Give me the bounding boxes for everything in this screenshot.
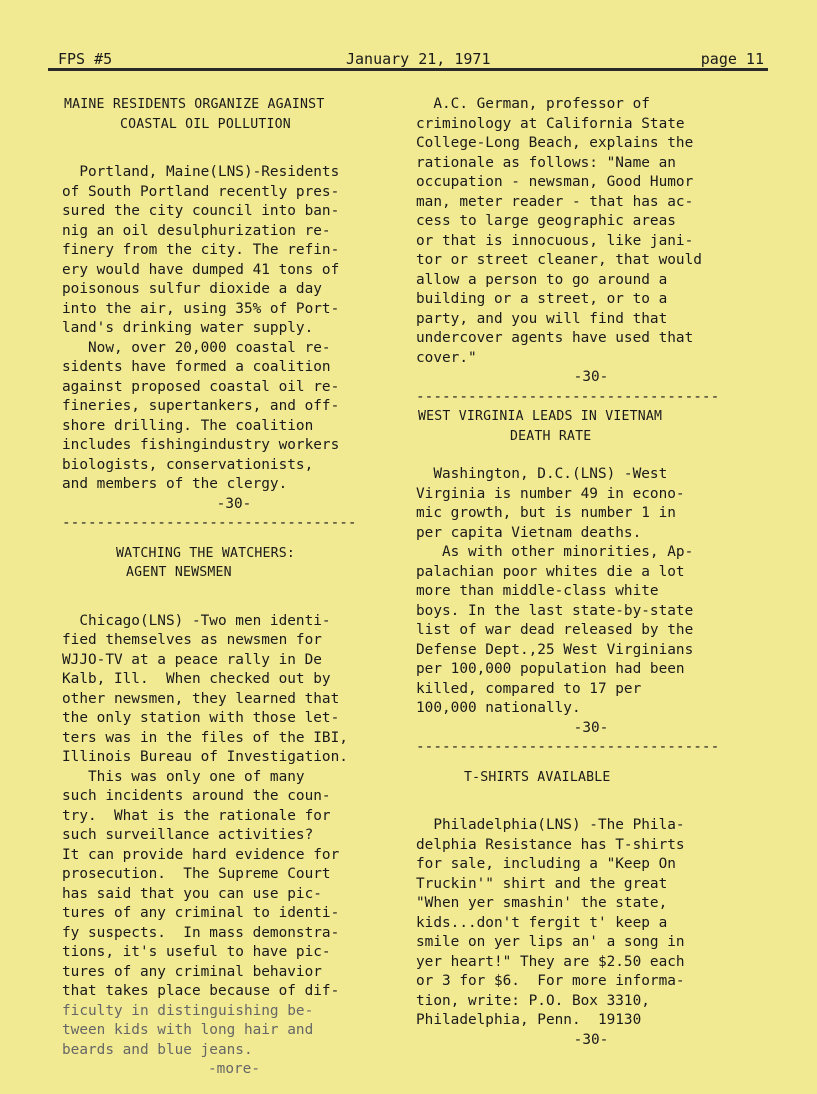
body-line: Virginia is number 49 in econo- [416,485,685,502]
body-line: Philadelphia, Penn. 19130 [416,1012,642,1028]
body-line: that takes place because of dif- [62,983,340,999]
end-mark: -30- [573,1031,609,1048]
article-maine [62,95,406,514]
article-headline: DEATH RATE [510,428,592,444]
body-line: fineries, supertankers, and off- [62,398,340,414]
body-line: list of war dead released by the [416,622,694,638]
body-line: land's drinking water supply. [62,320,314,336]
body-line: yer heart!" They are $2.50 each [416,953,685,970]
body-line: boys. In the last state-by-state [416,602,694,619]
body-line: occupation - newsman, Good Humor [416,174,694,190]
body-line: As with other minorities, Ap- [416,544,694,560]
right-column [416,95,766,1050]
article-headline: AGENT NEWSMEN [126,565,232,580]
body-line: against proposed coastal oil re- [62,378,340,395]
body-line: such incidents around the coun- [62,788,331,804]
body-line: College-Long Beach, explains the [416,135,694,151]
page-number: page 11 [700,50,764,68]
body-line: poisonous sulfur dioxide a day [62,281,322,297]
body-line: delphia Resistance has T-shirts [416,836,685,853]
body-line: Portland, Maine(LNS)-Residents [62,164,340,180]
body-line: includes fishingindustry workers [62,437,340,453]
body-line: smile on yer lips an' a song in [416,934,685,950]
body-line: has said that you can use pic- [62,885,322,902]
body-line: sured the city council into ban- [62,203,340,219]
article-watchers-continued [416,95,766,388]
body-line: more than middle-class white [416,583,659,599]
article-t-shirts [416,768,766,1051]
body-line: cover." [416,349,477,366]
body-line: finery from the city. The refin- [62,242,340,258]
body-line: mic growth, but is number 1 in [416,505,676,521]
body-line: Truckin'" shirt and the great [416,875,668,892]
body-line: prosecution. The Supreme Court [62,866,331,882]
body-line: ficulty in distinguishing be- [62,1002,314,1019]
body-line: Chicago(LNS) -Two men identi- [62,612,331,629]
body-line: man, meter reader - that has ac- [416,193,694,210]
end-mark: -30- [573,369,609,385]
body-line: for sale, including a "Keep On [416,856,676,872]
body-line: tures of any criminal behavior [62,963,322,980]
body-line: kids...don't fergit t' keep a [416,914,668,931]
more-mark: -more- [208,1061,260,1077]
end-mark: -30- [573,719,609,736]
body-line: per capita Vietnam deaths. [416,524,642,541]
article-headline: WATCHING THE WATCHERS: [116,545,296,561]
body-line: palachian poor whites die a lot [416,563,685,580]
end-mark: -30- [216,495,252,512]
body-line: tures of any criminal to identi- [62,905,340,921]
article-headline: T-SHIRTS AVAILABLE [464,769,611,785]
body-line: or that is innocuous, like jani- [416,232,694,249]
left-column [62,95,406,1080]
separator-line: ----------------------------------- [416,388,720,405]
body-line: ery would have dumped 41 tons of [62,261,340,278]
body-line: Philadelphia(LNS) -The Phila- [416,817,685,833]
body-line: Defense Dept.,25 West Virginians [416,641,694,658]
body-line: tween kids with long hair and [62,1022,314,1038]
body-line: Illinois Bureau of Investigation. [62,749,348,765]
article-headline: MAINE RESIDENTS ORGANIZE AGAINST [64,97,325,112]
body-line: per 100,000 population had been [416,661,685,677]
publication-id: FPS #5 [58,50,113,68]
body-line: A.C. German, professor of [416,96,650,112]
body-line: or 3 for $6. For more informa- [416,973,685,989]
body-line: of South Portland recently pres- [62,183,340,200]
body-line: try. What is the rationale for [62,807,331,824]
body-line: rationale as follows: "Name an [416,154,676,171]
body-line: tion, write: P.O. Box 3310, [416,992,650,1009]
body-line: Washington, D.C.(LNS) -West [416,466,668,482]
issue-date: January 21, 1971 [346,50,491,68]
body-line: Now, over 20,000 coastal re- [62,339,331,356]
body-line: cess to large geographic areas [416,213,676,229]
body-line: such surveillance activities? [62,827,314,843]
body-line: and members of the clergy. [62,476,288,492]
body-line: fied themselves as newsmen for [62,632,322,648]
body-line: tor or street cleaner, that would [416,252,702,268]
body-line: "When yer smashin' the state, [416,895,668,911]
body-line: tions, it's useful to have pic- [62,944,331,960]
article-watchers [62,544,406,1080]
body-line: undercover agents have used that [416,330,694,346]
body-line: WJJO-TV at a peace rally in De [62,651,322,668]
body-line: killed, compared to 17 per [416,680,642,697]
body-line: This was only one of many [62,768,305,785]
body-line: 100,000 nationally. [416,700,581,716]
body-line: beards and blue jeans. [62,1041,253,1058]
body-line: fy suspects. In mass demonstra- [62,924,340,941]
body-line: Kalb, Ill. When checked out by [62,671,331,687]
body-line: criminology at California State [416,115,685,132]
article-west-virginia [416,407,766,738]
body-line: nig an oil desulphurization re- [62,222,331,239]
body-line: allow a person to go around a [416,271,668,288]
body-line: building or a street, or to a [416,291,668,307]
header-rule [48,68,768,71]
body-line: party, and you will find that [416,310,668,327]
article-headline: WEST VIRGINIA LEADS IN VIETNAM [418,409,663,424]
body-line: It can provide hard evidence for [62,846,340,863]
separator-line: ----------------------------------- [416,739,720,755]
body-line: the only station with those let- [62,710,340,726]
body-line: other newsmen, they learned that [62,690,340,707]
body-line: into the air, using 35% of Port- [62,300,340,317]
body-line: biologists, conservationists, [62,456,314,473]
body-line: sidents have formed a coalition [62,359,331,375]
body-line: ters was in the files of the IBI, [62,729,348,746]
article-headline: COASTAL OIL POLLUTION [120,116,291,132]
separator-line: ---------------------------------- [62,515,357,531]
body-line: shore drilling. The coalition [62,417,314,434]
